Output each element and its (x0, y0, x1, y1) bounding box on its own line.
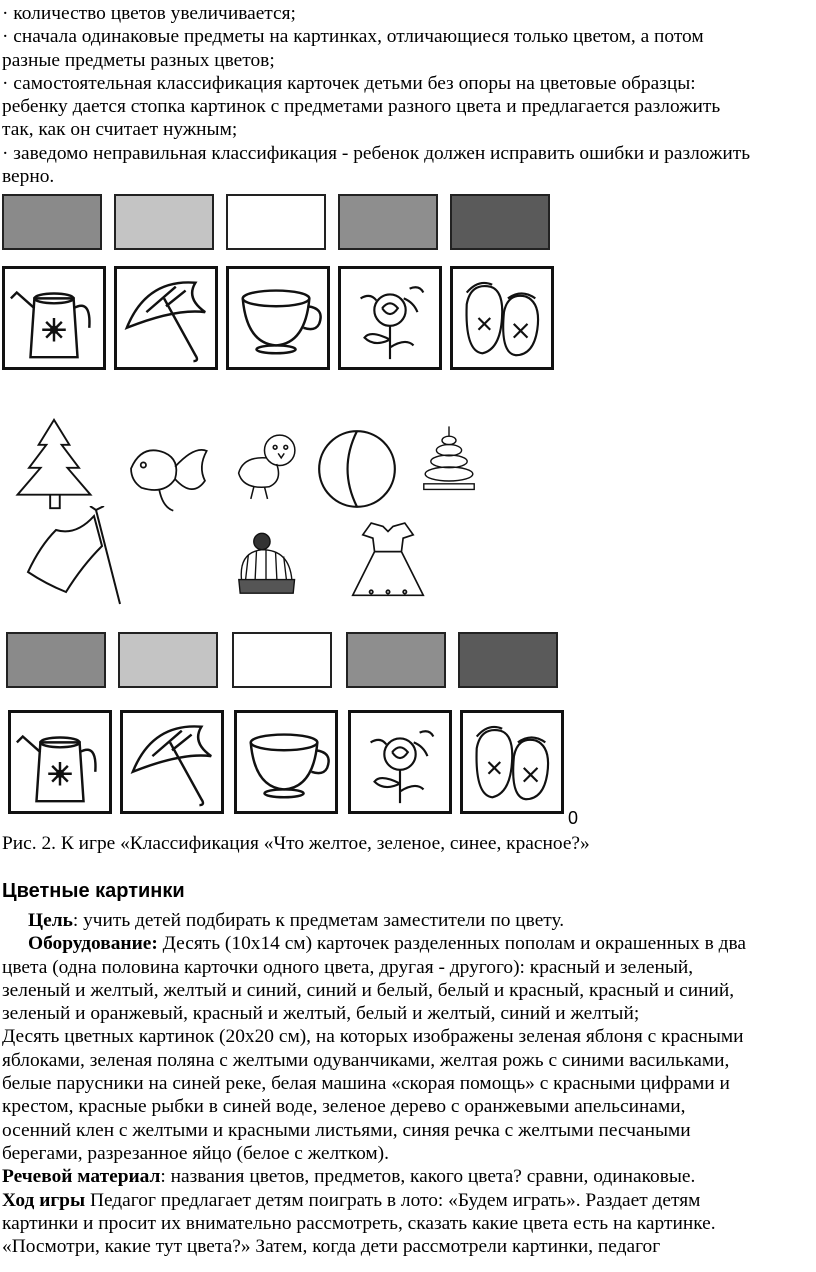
card-cup (226, 266, 330, 370)
flag-icon (18, 506, 134, 606)
color-swatch (114, 194, 214, 250)
text-line: Десять цветных картинок (20х20 см), на которых изображены зеленая яблоня с красными (2, 1026, 744, 1048)
goldfish-icon (124, 428, 212, 516)
flag-image (18, 506, 134, 606)
color-swatch (226, 194, 326, 250)
dress-icon (346, 510, 430, 610)
text-line: · сначала одинаковые предметы на картинках, отличающиеся только цветом, а потом (2, 26, 704, 48)
text-line: · количество цветов увеличивается; (2, 3, 296, 24)
ball-image (314, 426, 400, 512)
knit-hat-image (232, 526, 300, 606)
text-line: яблоками, зеленая поляна с желтыми одуванчиками, желтая рожь с синими васильками, (2, 1049, 730, 1071)
card-watering-can (8, 710, 112, 814)
umbrella-icon (117, 269, 215, 367)
fir-tree-icon (6, 412, 102, 516)
watering-can-icon (11, 713, 109, 811)
equipment-text: Десять (10х14 см) карточек разделенных пополам и окрашенных в два (157, 933, 746, 955)
rose-icon (351, 713, 449, 811)
game-label: Ход игры (2, 1189, 86, 1211)
color-swatch (458, 632, 558, 688)
cup-icon (237, 713, 335, 811)
text-line: картинки и просит их внимательно рассмотреть, сказать какие цвета есть на картинке. (2, 1212, 716, 1234)
chick-image (226, 426, 306, 502)
dress-image (346, 510, 430, 610)
card-rose (348, 710, 452, 814)
goal-paragraph (2, 909, 816, 932)
game-paragraph (2, 1189, 816, 1212)
equipment-paragraph (2, 932, 816, 955)
text-line: крестом, красные рыбки в синей воде, зеленое дерево с оранжевыми апельсинами, (2, 1096, 686, 1118)
text-line: цвета (одна половина карточки одного цвета, другая - другого): красный и зеленый, (2, 956, 694, 978)
color-swatch (2, 194, 102, 250)
text-line: зеленый и оранжевый, красный и желтый, белый и желтый, синий и желтый; (2, 1003, 640, 1025)
rose-icon (341, 269, 439, 367)
card-mittens (460, 710, 564, 814)
color-swatch (338, 194, 438, 250)
speech-text: : названия цветов, предметов, какого цвета? сравни, одинаковые. (160, 1166, 696, 1188)
color-swatch (118, 632, 218, 688)
text-line: белые парусники на синей реке, белая машина «скорая помощь» с красными цифрами и (2, 1073, 730, 1095)
watering-can-icon (5, 269, 103, 367)
card-mittens (450, 266, 554, 370)
card-umbrella (120, 710, 224, 814)
text-line: осенний клен с желтыми и красными листьями, синяя речка с желтыми песчаными (2, 1119, 691, 1141)
card-rose (338, 266, 442, 370)
mittens-icon (463, 713, 561, 811)
fir-tree-image (6, 412, 102, 516)
text-line: так, как он считает нужным; (2, 119, 238, 141)
speech-paragraph (2, 1165, 816, 1188)
figure-number: 0 (568, 808, 579, 828)
color-swatch (6, 632, 106, 688)
goal-text: : учить детей подбирать к предметам заместители по цвету. (72, 910, 565, 931)
goal-label: Цель (28, 910, 73, 931)
text-line: «Посмотри, какие тут цвета?» Затем, когда дети рассмотрели картинки, педагог (2, 1236, 661, 1258)
card-watering-can (2, 266, 106, 370)
figure-caption: Рис. 2. К игре «Классификация «Что желтое, зеленое, синее, красное?» (2, 833, 590, 854)
ball-icon (314, 426, 400, 512)
knit-hat-icon (232, 526, 300, 606)
equipment-label: Оборудование: (28, 933, 158, 955)
color-swatch (450, 194, 550, 250)
color-swatch (232, 632, 332, 688)
speech-label: Речевой материал (2, 1166, 161, 1188)
game-text: Педагог предлагает детям поиграть в лото: «Будем играть». Раздает детям (85, 1189, 701, 1211)
cup-icon (229, 269, 327, 367)
text-line: · заведомо неправильная классификация - ребенок должен исправить ошибки и разложить (2, 142, 751, 164)
goldfish-image (124, 428, 212, 516)
pyramid-image (414, 412, 484, 508)
chick-icon (226, 426, 306, 502)
text-line: ребенку дается стопка картинок с предметами разного цвета и предлагается разложить (2, 96, 721, 118)
text-line: берегами, разрезанное яйцо (белое с желтком). (2, 1142, 389, 1164)
text-line: зеленый и желтый, желтый и синий, синий и белый, белый и красный, красный и синий, (2, 979, 735, 1001)
mittens-icon (453, 269, 551, 367)
text-line: верно. (2, 166, 55, 188)
pyramid-icon (414, 412, 484, 508)
card-umbrella (114, 266, 218, 370)
text-line: · самостоятельная классификация карточек детьми без опоры на цветовые образцы: (2, 72, 696, 94)
text-line: разные предметы разных цветов; (2, 49, 275, 71)
umbrella-icon (123, 713, 221, 811)
section-body (2, 909, 816, 1258)
intro-text (2, 2, 750, 188)
section-heading: Цветные картинки (2, 880, 185, 902)
card-cup (234, 710, 338, 814)
color-swatch (346, 632, 446, 688)
